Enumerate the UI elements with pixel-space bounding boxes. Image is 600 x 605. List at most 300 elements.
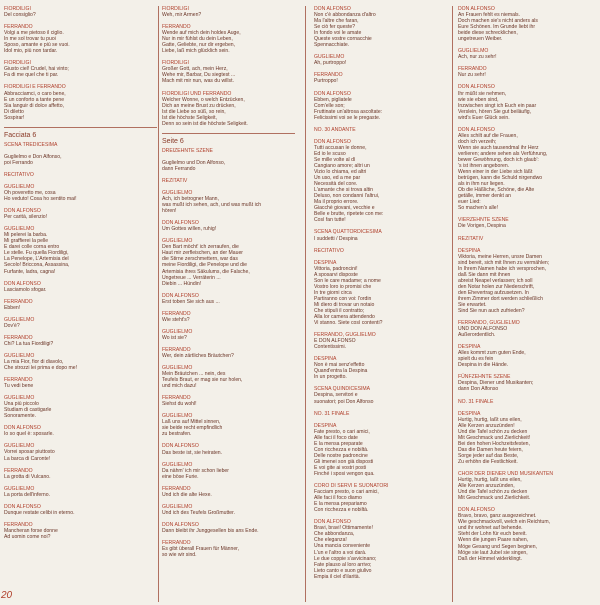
lyric-line: Che strozzi lei prima e dopo me! [4,365,78,372]
speaker-label: GUGLIELMO [162,365,193,372]
speaker-label: FERRANDO [458,66,487,73]
lyric-line: Möge sie laut Jubel sie singen, [458,549,528,556]
libretto-block [314,139,446,224]
lyric-line: beide diese schrecklichen, [458,30,518,37]
lyric-line: Tutti accusan le donne, [314,144,367,151]
libretto-block [4,395,157,419]
lyric-line: Haut mir zerfleischen, an der Mauer [162,250,243,257]
lyric-line: Ma l'altre che faran, [314,18,359,25]
lyric-line: Ad uomin come noi? [4,533,51,540]
libretto-block [4,353,157,371]
speaker-label: FERRANDO [4,298,33,305]
speaker-label: GUGLIELMO [4,226,35,233]
lyric-line: Sie erwartet. [458,301,487,308]
libretto-block [458,248,596,315]
libretto-block [4,208,157,220]
lyric-line: Dich an meine Brust zu drücken, [162,102,236,109]
column-divider-3 [452,6,453,602]
speaker-label: FERRANDO [4,24,33,31]
lyric-line: Despina, servitori e [314,392,358,399]
libretto-block [4,184,157,202]
lyric-line: Gatte, Geliebte, nur dir ergeben, [162,42,236,49]
lyric-line: Liebe, laß mich glücklich sein. [162,48,230,55]
libretto-block [162,395,295,407]
speaker-label: SCENA QUATTORDICESIMA [314,229,382,236]
lyric-line: Se ciò fer queste? [314,24,356,31]
lyric-line: Di diletto [4,108,24,115]
speaker-label: GUGLIELMO [4,352,35,359]
libretto-block [162,504,295,516]
libretto-block [4,281,157,293]
lyric-line: Facciam presto, o cari amici, [314,489,379,496]
lyric-line: Guglielmo e Don Alfonso, [4,153,62,160]
lyric-line: Finché i sposi vengon qua. [314,471,375,477]
libretto-block [4,486,157,498]
speaker-label: DON ALFONSO [4,208,41,215]
speaker-label: DON ALFONSO [162,292,199,299]
lyric-line: I suddetti / Despina [314,235,358,242]
lyric-line: sind bereit, sich mit Ihnen zu vermählen; [458,259,550,266]
lyric-line: Felicissimi voi se le pregaste. [314,114,381,121]
column-german-left [162,6,295,564]
speaker-label: GUGLIELMO [314,54,345,61]
speaker-label: FIORDILIGI [162,60,189,67]
lyric-line: wie sie eben sind, [458,96,499,103]
lyric-line: Com'elle son; [314,102,345,109]
lyric-line: 's ist ihnen angeboren. [458,163,510,170]
column-divider-1 [158,6,159,602]
lyric-line: Welcher Wonne, o welch Entzücken, [162,96,245,103]
speaker-label: FERRANDO [4,377,33,384]
lyric-line: Bravo, bravo, ganz ausgezeichnet. [458,513,537,520]
lyric-line: La grotta di Vulcano. [4,473,51,480]
speaker-label: CHOR DER DIENER UND MUSIKANTEN [458,471,554,477]
lyric-line: Ho veduto! Cosa ho sentito mai! [4,196,77,203]
lyric-line: doch ich verzeih; [458,138,497,145]
lyric-line: Wie geschmackvoll, welch ein Reichtum, [458,519,551,526]
lyric-line: Wenn einer in der Liebe sich läßt [458,169,533,176]
lyric-line: Chi? La tua Fiordiligi? [4,340,54,347]
libretto-block [458,236,596,242]
libretto-block [314,91,446,121]
lyric-line: Artemisia ihres Säkulums, die Falsche, [162,268,250,275]
lyric-line: Und ich des Teufels Großmutter. [162,509,235,516]
lyric-line: In Ihrem Namen habe ich versprochen, [458,265,547,272]
libretto-block [4,142,157,148]
lyric-line: Lasciamolo sfogar. [4,286,47,293]
libretto-block [4,172,157,178]
lyric-line: Volgi a me pietoso il ciglio. [4,30,64,37]
speaker-label: DON ALFONSO [162,443,199,450]
speaker-label: DON ALFONSO [4,280,41,287]
lyric-line: L'amante che si trova altin [314,187,374,194]
speaker-label: GUGLIELMO [162,461,193,468]
lyric-line: Verslein, hören Sie gut beiläufig, [458,108,532,115]
lyric-line: E la mensa preparate [314,440,363,447]
libretto-block [4,60,157,78]
libretto-block [162,293,295,305]
speaker-label: REZITATIV [458,235,484,242]
libretto-block [162,6,295,18]
lyric-line: poi Ferrando [4,159,33,166]
libretto-block [314,72,446,84]
speaker-label: GUGLIELMO [162,413,193,420]
lyric-line: Ihr müßt sie nehmen, [458,90,507,97]
lyric-line: Oh poveretto me, cosa [4,189,56,196]
lyric-line: Eure Schönen. Im Grunde liebt ihr [458,24,536,31]
lyric-line: Del consiglio? [4,12,36,19]
lyric-line: Mi diero di trovar un notaio [314,301,375,308]
lyric-line: A sposarvi disposte [314,271,358,278]
lyric-line: Wehe mir, Barbar, Du siegtest ... [162,72,236,79]
lyric-line: Con ricchezza e nobiltà. [314,507,369,514]
lyric-line: Wende auf mich dein holdes Auge, [162,30,241,37]
column-italian-right [314,6,446,586]
speaker-label: DESPINA [314,259,337,266]
libretto-block [458,374,596,392]
lyric-line: Spennacchiate. [314,42,350,49]
lyric-line: Alle faci il foco date [314,434,358,441]
lyric-line: La Penelope, L'Artemisia del [4,256,69,263]
speaker-label: FERRANDO [162,310,191,317]
lyric-line: Alla lor camera attendendo [314,314,375,321]
speaker-label: FERRANDO [4,521,33,528]
lyric-line: Inzwischen singt ich Euch ein paar [458,102,537,109]
speaker-label: FIORDILIGI UND FERRANDO [162,90,232,97]
speaker-label: GUGLIELMO [4,183,35,190]
lyric-line: Vorrei sposar piuttosto [4,449,55,456]
lyric-line: betrügen, kann die Schuld nirgendwo [458,175,543,182]
lyric-line: was mußt ich sehen, ach, und was mußt ich [162,202,262,209]
lyric-line: Das beste ist, sie heiraten. [162,449,223,456]
lyric-line: Dann bleibt ihr Junggesellen bis ans Ende. [162,527,259,534]
lyric-line: Ach, ich betrogner Mann, [162,196,219,203]
lyric-line: Siehst du wohl! [162,401,197,408]
speaker-label: DESPINA [458,344,481,351]
speaker-label: DREIZEHNTE SZENE [162,147,213,154]
lyric-line: Che abbondanza, [314,531,355,538]
lyric-line: Gli imenei son già disposti [314,458,374,465]
speaker-label: FERRANDO [4,467,33,474]
libretto-block [314,483,446,513]
speaker-label: DON ALFONSO [458,507,495,514]
libretto-block [458,399,596,405]
lyric-line: Nur in mir fühlst du dein Leben, [162,36,233,43]
libretto-block [314,54,446,66]
lyric-line: Großer Gott, ach, mein Herz, [162,66,228,73]
column-italian-left [4,6,157,546]
speaker-label: FERRANDO [162,24,191,31]
lyric-line: Guglielmo und Don Alfonso, [162,159,226,166]
libretto-block [162,238,295,286]
lyric-line: Wer, dein zärtliches Bräutchen? [162,352,234,359]
lyric-line: Möge Gesang und Segen beginen, [458,543,538,550]
libretto-block [162,462,295,480]
speaker-label: FERRANDO [314,72,343,79]
lyric-line: Daß der Himmel widerklingt. [458,555,522,562]
speaker-label: DON ALFONSO [458,6,495,12]
libretto-block [314,332,446,350]
libretto-block [162,329,295,341]
column-german-right [458,6,596,568]
lyric-line: Io so quel è: sposarle. [4,431,54,438]
speaker-label: FIORDILIGI E FERRANDO [4,84,66,91]
lyric-line: Laß uns auf Mittel sinnen, [162,419,221,426]
libretto-block [162,91,295,127]
lyric-line: Diebin ... Hündin! [162,280,202,287]
speaker-label: GUGLIELMO [162,238,193,245]
lyric-line: Alle faci il foco diamo [314,495,362,502]
lyric-line: sie beide recht empfindlich [162,425,223,432]
lyric-line: Una più piccolo [4,401,39,408]
libretto-block [314,229,446,241]
speaker-label: GUGLIELMO [4,395,35,402]
lyric-line: Le due coppie s'avvicinano; [314,555,377,562]
speaker-label: NO. 30 ANDANTE [314,126,356,133]
lyric-line: bewer Gewöhnung, doch ich glaub': [458,156,539,163]
lyric-line: Empia il ciel d'ilarità. [314,573,360,580]
libretto-block [4,468,157,480]
speaker-label: RECITATIVO [4,171,34,178]
speaker-label: DON ALFONSO [314,519,351,526]
speaker-label: FIORDILIGI [4,6,31,12]
libretto-block [458,66,596,78]
libretto-block [162,365,295,389]
lyric-line: Studiam di castigarle [4,407,52,414]
lyric-line: Ist die Liebe so süß, so rein, [162,108,226,115]
lyric-line: Sonoramente. [4,413,36,420]
lyric-line: Idol mio, più non tardar. [4,48,58,55]
lyric-line: Sia languir di dolce affetto, [4,102,64,109]
lyric-line: Ist die höchste Seligkeit, [162,114,217,121]
lyric-line: Un uso, ed a me par [314,175,361,182]
lyric-line: Und die Tafel schön zu decken [458,489,528,496]
libretto-block [162,190,295,214]
speaker-label: GUGLIELMO [458,48,489,55]
lyric-line: Ma il proprio errore. [314,199,359,206]
lyric-line: Alles schilt auf die Frauen, [458,132,518,139]
lyric-line: und mich dazu! [162,383,197,390]
lyric-line: Wenn die jungen Paare nahen, [458,537,529,544]
libretto-block [4,226,157,274]
lyric-line: Mit Geschmack und Zierlichkeit. [458,495,531,502]
lyric-line: Nur zu sehr! [458,72,486,79]
lyric-line: Fruttinate un'altrosa ascoltate: [314,108,383,115]
lyric-line: Son le care madame; a nome [314,277,381,284]
lyric-line: Und ich die alte Hexe. [162,491,212,498]
libretto-block [4,335,157,347]
lyric-line: Giacchè giovani, vecchie e [314,205,375,212]
lyric-line: Non c'è abbondanza d'altro [314,12,376,19]
libretto-block [458,84,596,120]
libretto-block [162,220,295,232]
lyric-line: Erst toben Sie sich aus ... [162,298,220,305]
libretto-block [314,260,446,327]
speaker-label: NO. 31 FINALE [458,398,494,405]
libretto-block [458,48,596,60]
speaker-label: GUGLIELMO [162,328,193,335]
lyric-line: An Frauen fehlt es niemals. [458,12,521,19]
lyric-line: Quand'entra la Despina [314,368,368,375]
lyric-line: In un progetto. [314,374,347,381]
lyric-line: Abbracciamci, o caro bene, [4,90,66,97]
lyric-line: Despina in die Hände. [458,362,509,369]
lyric-line: Cangiano amore; altri un [314,162,370,169]
lyric-line: wird's Euer Glück sein. [458,114,510,121]
lyric-line: E darei colle corna entro [4,244,60,251]
lyric-line: Secolo! Briccona, Assassina, [4,262,70,269]
lyric-line: Vostro loro io promisi che [314,283,372,290]
lyric-line: Ach, nur zu sehr! [458,54,497,61]
lyric-line: Um Gottes willen, ruhig! [162,226,217,233]
lyric-line: Se mille volte al dì [314,156,356,163]
lyric-line: meine Fiordiligi, die Penelope und die [162,262,247,269]
speaker-label: VIERZEHNTE SZENE [458,217,509,224]
lyric-line: Ed io le scuso [314,150,346,157]
lyric-line: So machen's alle! [458,205,499,212]
lyric-line: E un conforto a tante pene [4,96,65,103]
lyric-line: Mein Bräutchen ... nein, des [162,371,226,378]
lyric-line: Steht der Lohn für euch bereit. [458,531,527,538]
lyric-line: suonatori; poi Don Alfonso [314,398,374,405]
lyric-line: Außerordentlich. [458,332,496,339]
lyric-line: E DON ALFONSO [314,338,356,345]
speaker-label: GUGLIELMO [4,443,35,450]
lyric-line: Mach mit mir nun, was du willst. [162,78,234,85]
lyric-line: Alle Kerzen anzuzünden! [458,422,515,429]
libretto-block [162,160,295,172]
libretto-block [4,443,157,461]
libretto-block [162,486,295,498]
speaker-label: SCENA TREDICESIMA [4,141,58,148]
lyric-line: Viktoria, meine Herren, unsre Damen [458,253,542,260]
lyric-line: Mi pelerei la barba. [4,232,48,239]
lyric-line: den Ehevertrag aufzusetzen. In [458,289,529,296]
speaker-label: FIORDILIGI [162,6,189,12]
lyric-line: Delle nostre padroncine [314,452,368,459]
lyric-line: Vizio lo chiama, ed altri [314,169,367,176]
lyric-line: Furfante, ladra, cagna! [4,268,56,275]
lyric-line: Und die Tafel schön zu decken [458,428,528,435]
lyric-line: Sind Sie nun auch zufrieden? [458,308,525,315]
speaker-label: CORO DI SERVI E SUONATORI [314,483,389,490]
lyric-line: Ebben, pigliatele [314,96,352,103]
libretto-block [458,127,596,212]
lyric-line: Dunque restate celibi in eterno. [4,509,75,516]
lyric-line: Che eleganza! [314,537,347,544]
lyric-line: Così fan tutte! [314,217,346,224]
lyric-line: Hurtig, hurtig, laßt uns eilen, [458,477,522,484]
lyric-line: zu bestrafen. [162,431,192,438]
speaker-label: FERRANDO, GUGLIELMO [314,332,376,339]
libretto-block [458,6,596,42]
libretto-block [162,540,295,558]
speaker-label: FERRANDO [162,346,191,353]
lyric-line: Mancheran forse donne [4,527,58,534]
speaker-label: DON ALFONSO [162,521,199,528]
libretto-block [458,471,596,501]
speaker-label: DESPINA [458,410,481,417]
lyric-line: In fondo voi le amate [314,30,362,37]
lyric-line: La barca di Caronte! [4,455,51,462]
column-divider-2 [305,6,306,602]
libretto-block [314,411,446,417]
lyric-line: Una mancia conveniente [314,543,371,550]
lyric-line: Alles kommt zum guten Ende, [458,350,526,357]
speaker-label: DON ALFONSO [4,425,41,432]
lyric-line: Sorge jeder auf das Beste, [458,452,519,459]
lyric-line: Die Vorigen, Despina [458,223,506,230]
libretto-block [4,6,157,18]
lyric-line: als in ihm nur liegen. [458,181,505,188]
lyric-line: Dov'è? [4,322,20,329]
lyric-line: Con ricchezza e nobiltà. [314,446,369,453]
lyric-line: E la mensa prepariamo [314,501,367,508]
lyric-line: dann Ferrando [162,165,196,172]
libretto-block [162,178,295,184]
speaker-label: NO. 31 FINALE [314,410,350,417]
speaker-label: DON ALFONSO [162,220,199,227]
lyric-line: Teufels Braut, er mag sie nur holen, [162,377,243,384]
lyric-line: Hurtig, hurtig, laßt uns eilen, [458,416,522,423]
lyric-line: Vittoria, padroncini! [314,265,358,272]
lyric-line: dann Don Alfonso [458,386,499,393]
speaker-label: DON ALFONSO [314,138,351,145]
speaker-label: FÜNFZEHNTE SZENE [458,374,511,381]
libretto-block [4,425,157,437]
lyric-line: Fate presto, o cari amici, [314,428,370,435]
section-heading: Facciata 6 [4,127,157,140]
speaker-label: SCENA QUINDICESIMA [314,386,371,393]
libretto-block [458,411,596,465]
speaker-label: REZITATIV [162,177,188,184]
page-number: 20 [1,590,13,601]
speaker-label: GUGLIELMO [4,485,35,492]
speaker-label: DON ALFONSO [314,6,351,12]
lyric-line: Doch machen sie's nicht anders als [458,18,538,25]
lyric-line: Wo ist sie? [162,334,187,341]
lyric-line: Vi stanno. Siete così contenti? [314,320,383,327]
libretto-block [314,6,446,48]
lyric-line: Bravi, bravi! Ottimamente! [314,525,373,532]
lyric-line: Le stelle. Fu quella Fiordiligi, [4,250,69,257]
lyric-line: und ihr wohnet auf behende. [458,525,523,532]
speaker-label: FERRANDO [162,485,191,492]
lyric-line: daß Sie dann mit ihnen [458,271,511,278]
speaker-label: DESPINA [314,356,337,363]
lyric-line: Fa di me quel che ti par. [4,72,59,79]
libretto-block [4,504,157,516]
lyric-line: Belle e brutte, ripetete con me: [314,211,384,218]
lyric-line: Ungetreue ... Verräterin ... [162,274,221,281]
libretto-block [314,423,446,477]
lyric-line: getälle, immer denkt an [458,193,511,200]
speaker-label: FERRANDO, GUGLIELMO [458,320,520,327]
lyric-line: Non è mai senz'effetto [314,362,365,369]
speaker-label: DESPINA [458,247,481,254]
lyric-line: Purtroppo! [314,78,338,85]
libretto-block [314,356,446,380]
libretto-block [162,413,295,437]
lyric-line: Che stipuli il contratto; [314,307,365,314]
lyric-line: Den Bart möcht' ich zerraufen, die [162,244,239,251]
lyric-line: Sposo, amante e più se vuoi. [4,42,70,49]
lyric-line: Partiranno con voi: l'ordin [314,295,372,302]
lyric-line: E voi gite ai vostri posti [314,464,367,471]
lyric-line: Contentissimi. [314,344,346,351]
libretto-block [4,377,157,389]
lyric-line: Das die Damen heute feiern, [458,446,523,453]
